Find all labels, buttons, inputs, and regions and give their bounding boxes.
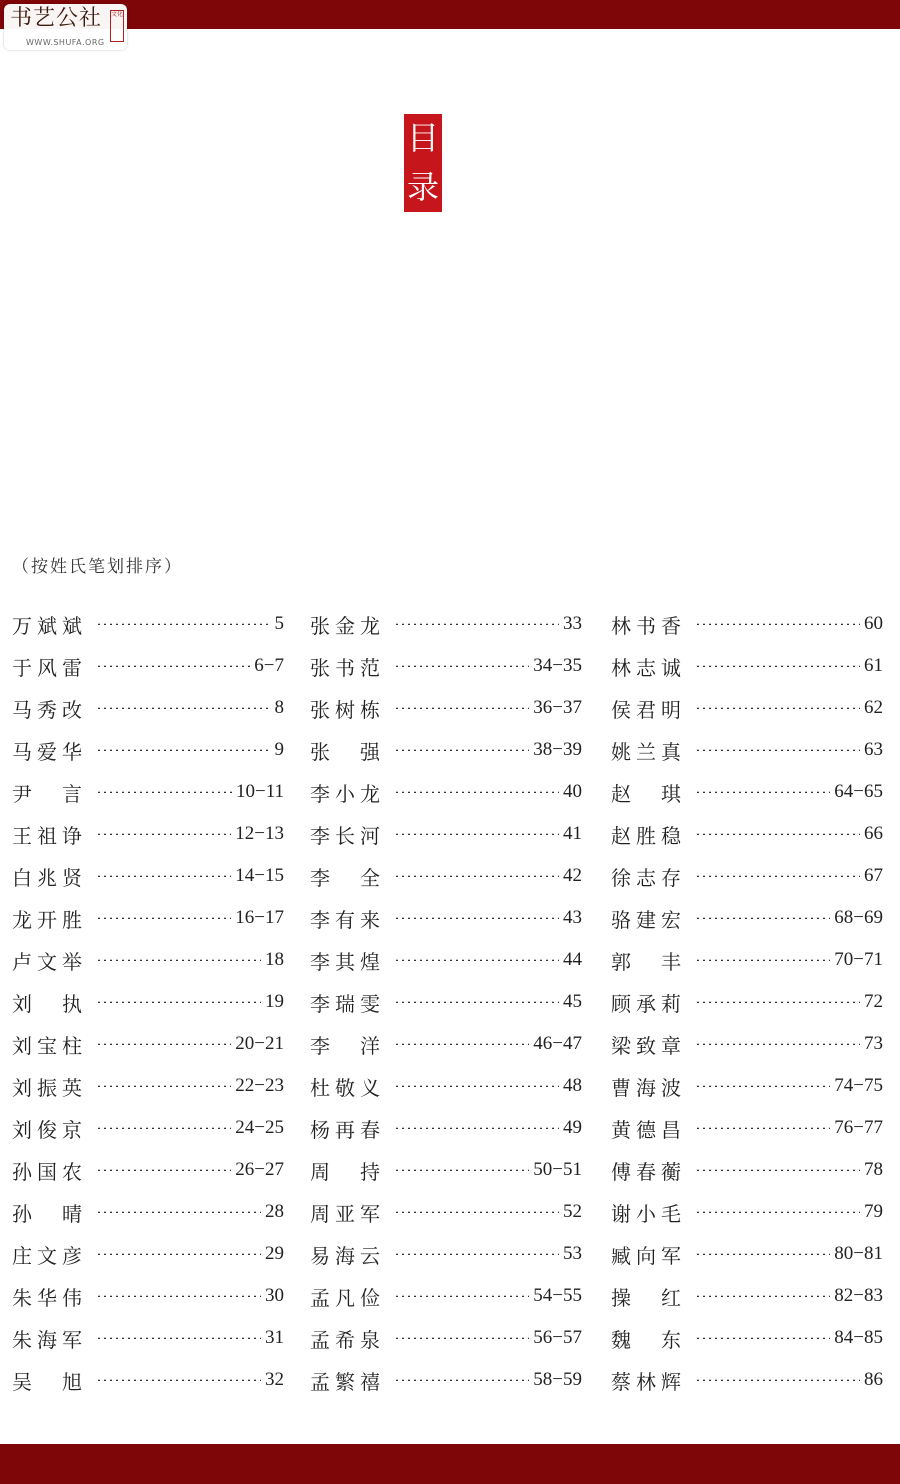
artist-name: 孙国农 bbox=[12, 1159, 82, 1184]
dot-leader bbox=[695, 1001, 860, 1003]
dot-leader bbox=[695, 1127, 830, 1129]
toc-entry[interactable] bbox=[12, 771, 284, 813]
dot-leader bbox=[695, 1043, 860, 1045]
artist-name: 刘宝柱 bbox=[12, 1033, 82, 1058]
page-number: 73 bbox=[864, 1033, 883, 1054]
toc-entry[interactable] bbox=[12, 1191, 284, 1233]
page-number: 60 bbox=[864, 613, 883, 634]
page-number: 28 bbox=[265, 1201, 284, 1222]
toc-entry[interactable] bbox=[12, 1233, 284, 1275]
dot-leader bbox=[695, 1295, 830, 1297]
toc-entry[interactable] bbox=[611, 981, 883, 1023]
artist-name: 黄德昌 bbox=[611, 1117, 681, 1142]
toc-entry[interactable] bbox=[611, 1107, 883, 1149]
dot-leader bbox=[695, 623, 860, 625]
artist-name: 马爱华 bbox=[12, 739, 82, 764]
artist-name: 林志诚 bbox=[611, 655, 681, 680]
artist-name: 郭 丰 bbox=[611, 949, 681, 974]
page-number: 24−25 bbox=[235, 1117, 284, 1138]
toc-entry[interactable] bbox=[310, 1317, 582, 1359]
bottom-banner bbox=[0, 1444, 900, 1484]
artist-name: 张 强 bbox=[310, 739, 380, 764]
toc-entry[interactable] bbox=[611, 1275, 883, 1317]
toc-entry[interactable] bbox=[12, 813, 284, 855]
dot-leader bbox=[394, 833, 559, 835]
page-number: 64−65 bbox=[834, 781, 883, 802]
artist-name: 骆建宏 bbox=[611, 907, 681, 932]
dot-leader bbox=[695, 1085, 830, 1087]
toc-entry[interactable] bbox=[310, 981, 582, 1023]
page-number: 49 bbox=[563, 1117, 582, 1138]
dot-leader bbox=[96, 1253, 261, 1255]
artist-name: 李长河 bbox=[310, 823, 380, 848]
artist-name: 张金龙 bbox=[310, 613, 380, 638]
page-number: 45 bbox=[563, 991, 582, 1012]
artist-name: 姚兰真 bbox=[611, 739, 681, 764]
artist-name: 马秀改 bbox=[12, 697, 82, 722]
dot-leader bbox=[695, 959, 830, 961]
page-number: 48 bbox=[563, 1075, 582, 1096]
toc-entry[interactable] bbox=[611, 1149, 883, 1191]
page-number: 12−13 bbox=[235, 823, 284, 844]
dot-leader bbox=[394, 1295, 529, 1297]
toc-entry[interactable] bbox=[310, 729, 582, 771]
page-number: 79 bbox=[864, 1201, 883, 1222]
artist-name: 徐志存 bbox=[611, 865, 681, 890]
toc-entry[interactable] bbox=[310, 645, 582, 687]
toc-entry[interactable] bbox=[12, 1317, 284, 1359]
toc-entry[interactable] bbox=[12, 897, 284, 939]
artist-name: 魏 东 bbox=[611, 1327, 681, 1352]
dot-leader bbox=[394, 707, 529, 709]
artist-name: 李 全 bbox=[310, 865, 380, 890]
artist-name: 朱海军 bbox=[12, 1327, 82, 1352]
artist-name: 赵 琪 bbox=[611, 781, 681, 806]
top-banner bbox=[0, 0, 900, 29]
logo-url: WWW.SHUFA.ORG bbox=[26, 38, 105, 47]
logo-seal: 文化 bbox=[110, 10, 124, 42]
toc-entry[interactable] bbox=[611, 813, 883, 855]
toc-entry[interactable] bbox=[12, 1065, 284, 1107]
toc-entry[interactable] bbox=[611, 1359, 883, 1401]
toc-entry[interactable] bbox=[310, 1359, 582, 1401]
page-number: 22−23 bbox=[235, 1075, 284, 1096]
dot-leader bbox=[695, 1337, 830, 1339]
artist-name: 庄文彦 bbox=[12, 1243, 82, 1268]
artist-name: 刘俊京 bbox=[12, 1117, 82, 1142]
dot-leader bbox=[695, 1211, 860, 1213]
toc-entry[interactable] bbox=[12, 603, 284, 645]
artist-name: 朱华伟 bbox=[12, 1285, 82, 1310]
toc-entry[interactable] bbox=[310, 1191, 582, 1233]
dot-leader bbox=[394, 959, 559, 961]
toc-entry[interactable] bbox=[611, 729, 883, 771]
dot-leader bbox=[96, 623, 271, 625]
dot-leader bbox=[96, 833, 231, 835]
toc-entry[interactable] bbox=[12, 1023, 284, 1065]
page-number: 67 bbox=[864, 865, 883, 886]
page-number: 10−11 bbox=[235, 781, 284, 802]
toc-entry[interactable] bbox=[310, 1275, 582, 1317]
toc-entry[interactable] bbox=[611, 1065, 883, 1107]
page-number: 6−7 bbox=[254, 655, 284, 676]
toc-entry[interactable] bbox=[611, 939, 883, 981]
toc-entry[interactable] bbox=[310, 1149, 582, 1191]
page-number: 42 bbox=[563, 865, 582, 886]
page-number: 52 bbox=[563, 1201, 582, 1222]
page-title bbox=[404, 114, 442, 212]
page-number: 16−17 bbox=[235, 907, 284, 928]
page-number: 72 bbox=[864, 991, 883, 1012]
page-number: 50−51 bbox=[533, 1159, 582, 1180]
dot-leader bbox=[96, 1001, 261, 1003]
artist-name: 梁致章 bbox=[611, 1033, 681, 1058]
toc-entry[interactable] bbox=[12, 645, 284, 687]
toc-entry[interactable] bbox=[310, 1065, 582, 1107]
artist-name: 孙 晴 bbox=[12, 1201, 82, 1226]
dot-leader bbox=[695, 833, 860, 835]
artist-name: 傅春蘅 bbox=[611, 1159, 681, 1184]
toc-entry[interactable] bbox=[12, 1359, 284, 1401]
dot-leader bbox=[695, 917, 830, 919]
dot-leader bbox=[96, 959, 261, 961]
artist-name: 杜敬义 bbox=[310, 1075, 380, 1100]
page-number: 58−59 bbox=[533, 1369, 582, 1390]
dot-leader bbox=[695, 875, 860, 877]
page-number: 8 bbox=[274, 697, 284, 718]
dot-leader bbox=[394, 1337, 529, 1339]
title-char-1: 目 bbox=[406, 119, 439, 157]
page-number: 30 bbox=[265, 1285, 284, 1306]
dot-leader bbox=[96, 1043, 231, 1045]
toc-entry[interactable] bbox=[611, 897, 883, 939]
toc-entry[interactable] bbox=[611, 1317, 883, 1359]
artist-name: 林书香 bbox=[611, 613, 681, 638]
dot-leader bbox=[695, 791, 830, 793]
page-number: 20−21 bbox=[235, 1033, 284, 1054]
logo-name: 书艺公社 bbox=[10, 6, 103, 31]
toc-entry[interactable] bbox=[310, 855, 582, 897]
toc-entry[interactable] bbox=[12, 729, 284, 771]
dot-leader bbox=[394, 791, 559, 793]
toc-entry[interactable] bbox=[611, 855, 883, 897]
toc-entry[interactable] bbox=[611, 687, 883, 729]
toc-column-2 bbox=[310, 603, 582, 1401]
page-number: 9 bbox=[274, 739, 284, 760]
artist-name: 谢小毛 bbox=[611, 1201, 681, 1226]
title-char-2: 录 bbox=[406, 168, 439, 206]
dot-leader bbox=[394, 623, 559, 625]
dot-leader bbox=[96, 875, 231, 877]
artist-name: 赵胜稳 bbox=[611, 823, 681, 848]
artist-name: 张树栋 bbox=[310, 697, 380, 722]
toc-entry[interactable] bbox=[310, 897, 582, 939]
artist-name: 李 洋 bbox=[310, 1033, 380, 1058]
page-number: 68−69 bbox=[834, 907, 883, 928]
artist-name: 李其煌 bbox=[310, 949, 380, 974]
artist-name: 刘振英 bbox=[12, 1075, 82, 1100]
page-number: 40 bbox=[563, 781, 582, 802]
artist-name: 顾承莉 bbox=[611, 991, 681, 1016]
toc-entry[interactable] bbox=[611, 603, 883, 645]
page-number: 78 bbox=[864, 1159, 883, 1180]
dot-leader bbox=[96, 1169, 231, 1171]
artist-name: 曹海波 bbox=[611, 1075, 681, 1100]
dot-leader bbox=[394, 1211, 559, 1213]
page-number: 54−55 bbox=[533, 1285, 582, 1306]
toc-column-1 bbox=[12, 603, 284, 1401]
artist-name: 于风雷 bbox=[12, 655, 82, 680]
artist-name: 吴 旭 bbox=[12, 1369, 82, 1394]
dot-leader bbox=[394, 875, 559, 877]
toc-entry[interactable] bbox=[12, 1107, 284, 1149]
toc-entry[interactable] bbox=[310, 687, 582, 729]
toc-entry[interactable] bbox=[310, 1107, 582, 1149]
page-number: 86 bbox=[864, 1369, 883, 1390]
dot-leader bbox=[96, 1127, 231, 1129]
artist-name: 周 持 bbox=[310, 1159, 380, 1184]
dot-leader bbox=[695, 707, 860, 709]
page-number: 44 bbox=[563, 949, 582, 970]
artist-name: 龙开胜 bbox=[12, 907, 82, 932]
dot-leader bbox=[394, 1379, 529, 1381]
page-number: 76−77 bbox=[834, 1117, 883, 1138]
toc-entry[interactable] bbox=[12, 1275, 284, 1317]
page-number: 33 bbox=[563, 613, 582, 634]
toc-entry[interactable] bbox=[611, 771, 883, 813]
toc-entry[interactable] bbox=[611, 1233, 883, 1275]
dot-leader bbox=[96, 1379, 261, 1381]
toc-entry[interactable] bbox=[310, 1233, 582, 1275]
toc-entry[interactable] bbox=[12, 1149, 284, 1191]
page-number: 84−85 bbox=[834, 1327, 883, 1348]
dot-leader bbox=[96, 749, 271, 751]
artist-name: 杨再春 bbox=[310, 1117, 380, 1142]
toc-entry[interactable] bbox=[310, 1023, 582, 1065]
dot-leader bbox=[394, 1169, 529, 1171]
artist-name: 李有来 bbox=[310, 907, 380, 932]
dot-leader bbox=[695, 1379, 860, 1381]
dot-leader bbox=[96, 1337, 261, 1339]
page-number: 19 bbox=[265, 991, 284, 1012]
page-number: 70−71 bbox=[834, 949, 883, 970]
page-number: 74−75 bbox=[834, 1075, 883, 1096]
page-number: 43 bbox=[563, 907, 582, 928]
dot-leader bbox=[96, 1295, 261, 1297]
page-number: 61 bbox=[864, 655, 883, 676]
toc-entry[interactable] bbox=[611, 1023, 883, 1065]
page-number: 32 bbox=[265, 1369, 284, 1390]
page-number: 18 bbox=[265, 949, 284, 970]
artist-name: 卢文举 bbox=[12, 949, 82, 974]
artist-name: 李瑞雯 bbox=[310, 991, 380, 1016]
toc-entry[interactable] bbox=[611, 1191, 883, 1233]
dot-leader bbox=[695, 749, 860, 751]
dot-leader bbox=[394, 917, 559, 919]
dot-leader bbox=[96, 707, 271, 709]
page-number: 80−81 bbox=[834, 1243, 883, 1264]
artist-name: 孟希泉 bbox=[310, 1327, 380, 1352]
toc-entry[interactable] bbox=[12, 939, 284, 981]
page-number: 5 bbox=[274, 613, 284, 634]
artist-name: 孟凡俭 bbox=[310, 1285, 380, 1310]
artist-name: 张书范 bbox=[310, 655, 380, 680]
toc-entry[interactable] bbox=[12, 855, 284, 897]
artist-name: 王祖诤 bbox=[12, 823, 82, 848]
dot-leader bbox=[96, 665, 250, 667]
toc-entry[interactable] bbox=[611, 645, 883, 687]
toc-entry[interactable] bbox=[310, 771, 582, 813]
page-number: 62 bbox=[864, 697, 883, 718]
dot-leader bbox=[695, 1169, 860, 1171]
artist-name: 刘 执 bbox=[12, 991, 82, 1016]
toc-entry[interactable] bbox=[12, 981, 284, 1023]
dot-leader bbox=[394, 1001, 559, 1003]
toc-entry[interactable] bbox=[310, 603, 582, 645]
artist-name: 李小龙 bbox=[310, 781, 380, 806]
toc-entry[interactable] bbox=[310, 939, 582, 981]
page-number: 34−35 bbox=[533, 655, 582, 676]
dot-leader bbox=[96, 917, 231, 919]
page-number: 56−57 bbox=[533, 1327, 582, 1348]
dot-leader bbox=[394, 749, 529, 751]
dot-leader bbox=[394, 1085, 559, 1087]
dot-leader bbox=[394, 1043, 529, 1045]
page-number: 36−37 bbox=[533, 697, 582, 718]
toc-column-3 bbox=[611, 603, 883, 1401]
toc-entry[interactable] bbox=[12, 687, 284, 729]
page-number: 46−47 bbox=[533, 1033, 582, 1054]
dot-leader bbox=[394, 1127, 559, 1129]
dot-leader bbox=[96, 1211, 261, 1213]
page-number: 26−27 bbox=[235, 1159, 284, 1180]
dot-leader bbox=[96, 1085, 231, 1087]
toc-entry[interactable] bbox=[310, 813, 582, 855]
page-number: 29 bbox=[265, 1243, 284, 1264]
dot-leader bbox=[394, 1253, 559, 1255]
page-number: 63 bbox=[864, 739, 883, 760]
page-number: 82−83 bbox=[834, 1285, 883, 1306]
site-logo[interactable] bbox=[4, 4, 127, 50]
page-number: 53 bbox=[563, 1243, 582, 1264]
artist-name: 尹 言 bbox=[12, 781, 82, 806]
artist-name: 周亚军 bbox=[310, 1201, 380, 1226]
artist-name: 万斌斌 bbox=[12, 613, 82, 638]
sort-note: （按姓氏笔划排序） bbox=[12, 557, 183, 577]
page-number: 31 bbox=[265, 1327, 284, 1348]
artist-name: 侯君明 bbox=[611, 697, 681, 722]
page-number: 41 bbox=[563, 823, 582, 844]
artist-name: 白兆贤 bbox=[12, 865, 82, 890]
page-number: 38−39 bbox=[533, 739, 582, 760]
artist-name: 臧向军 bbox=[611, 1243, 681, 1268]
dot-leader bbox=[394, 665, 529, 667]
artist-name: 易海云 bbox=[310, 1243, 380, 1268]
dot-leader bbox=[96, 791, 232, 793]
page-number: 66 bbox=[864, 823, 883, 844]
artist-name: 蔡林辉 bbox=[611, 1369, 681, 1394]
artist-name: 操 红 bbox=[611, 1285, 681, 1310]
dot-leader bbox=[695, 1253, 830, 1255]
page-number: 14−15 bbox=[235, 865, 284, 886]
artist-name: 孟繁禧 bbox=[310, 1369, 380, 1394]
dot-leader bbox=[695, 665, 860, 667]
